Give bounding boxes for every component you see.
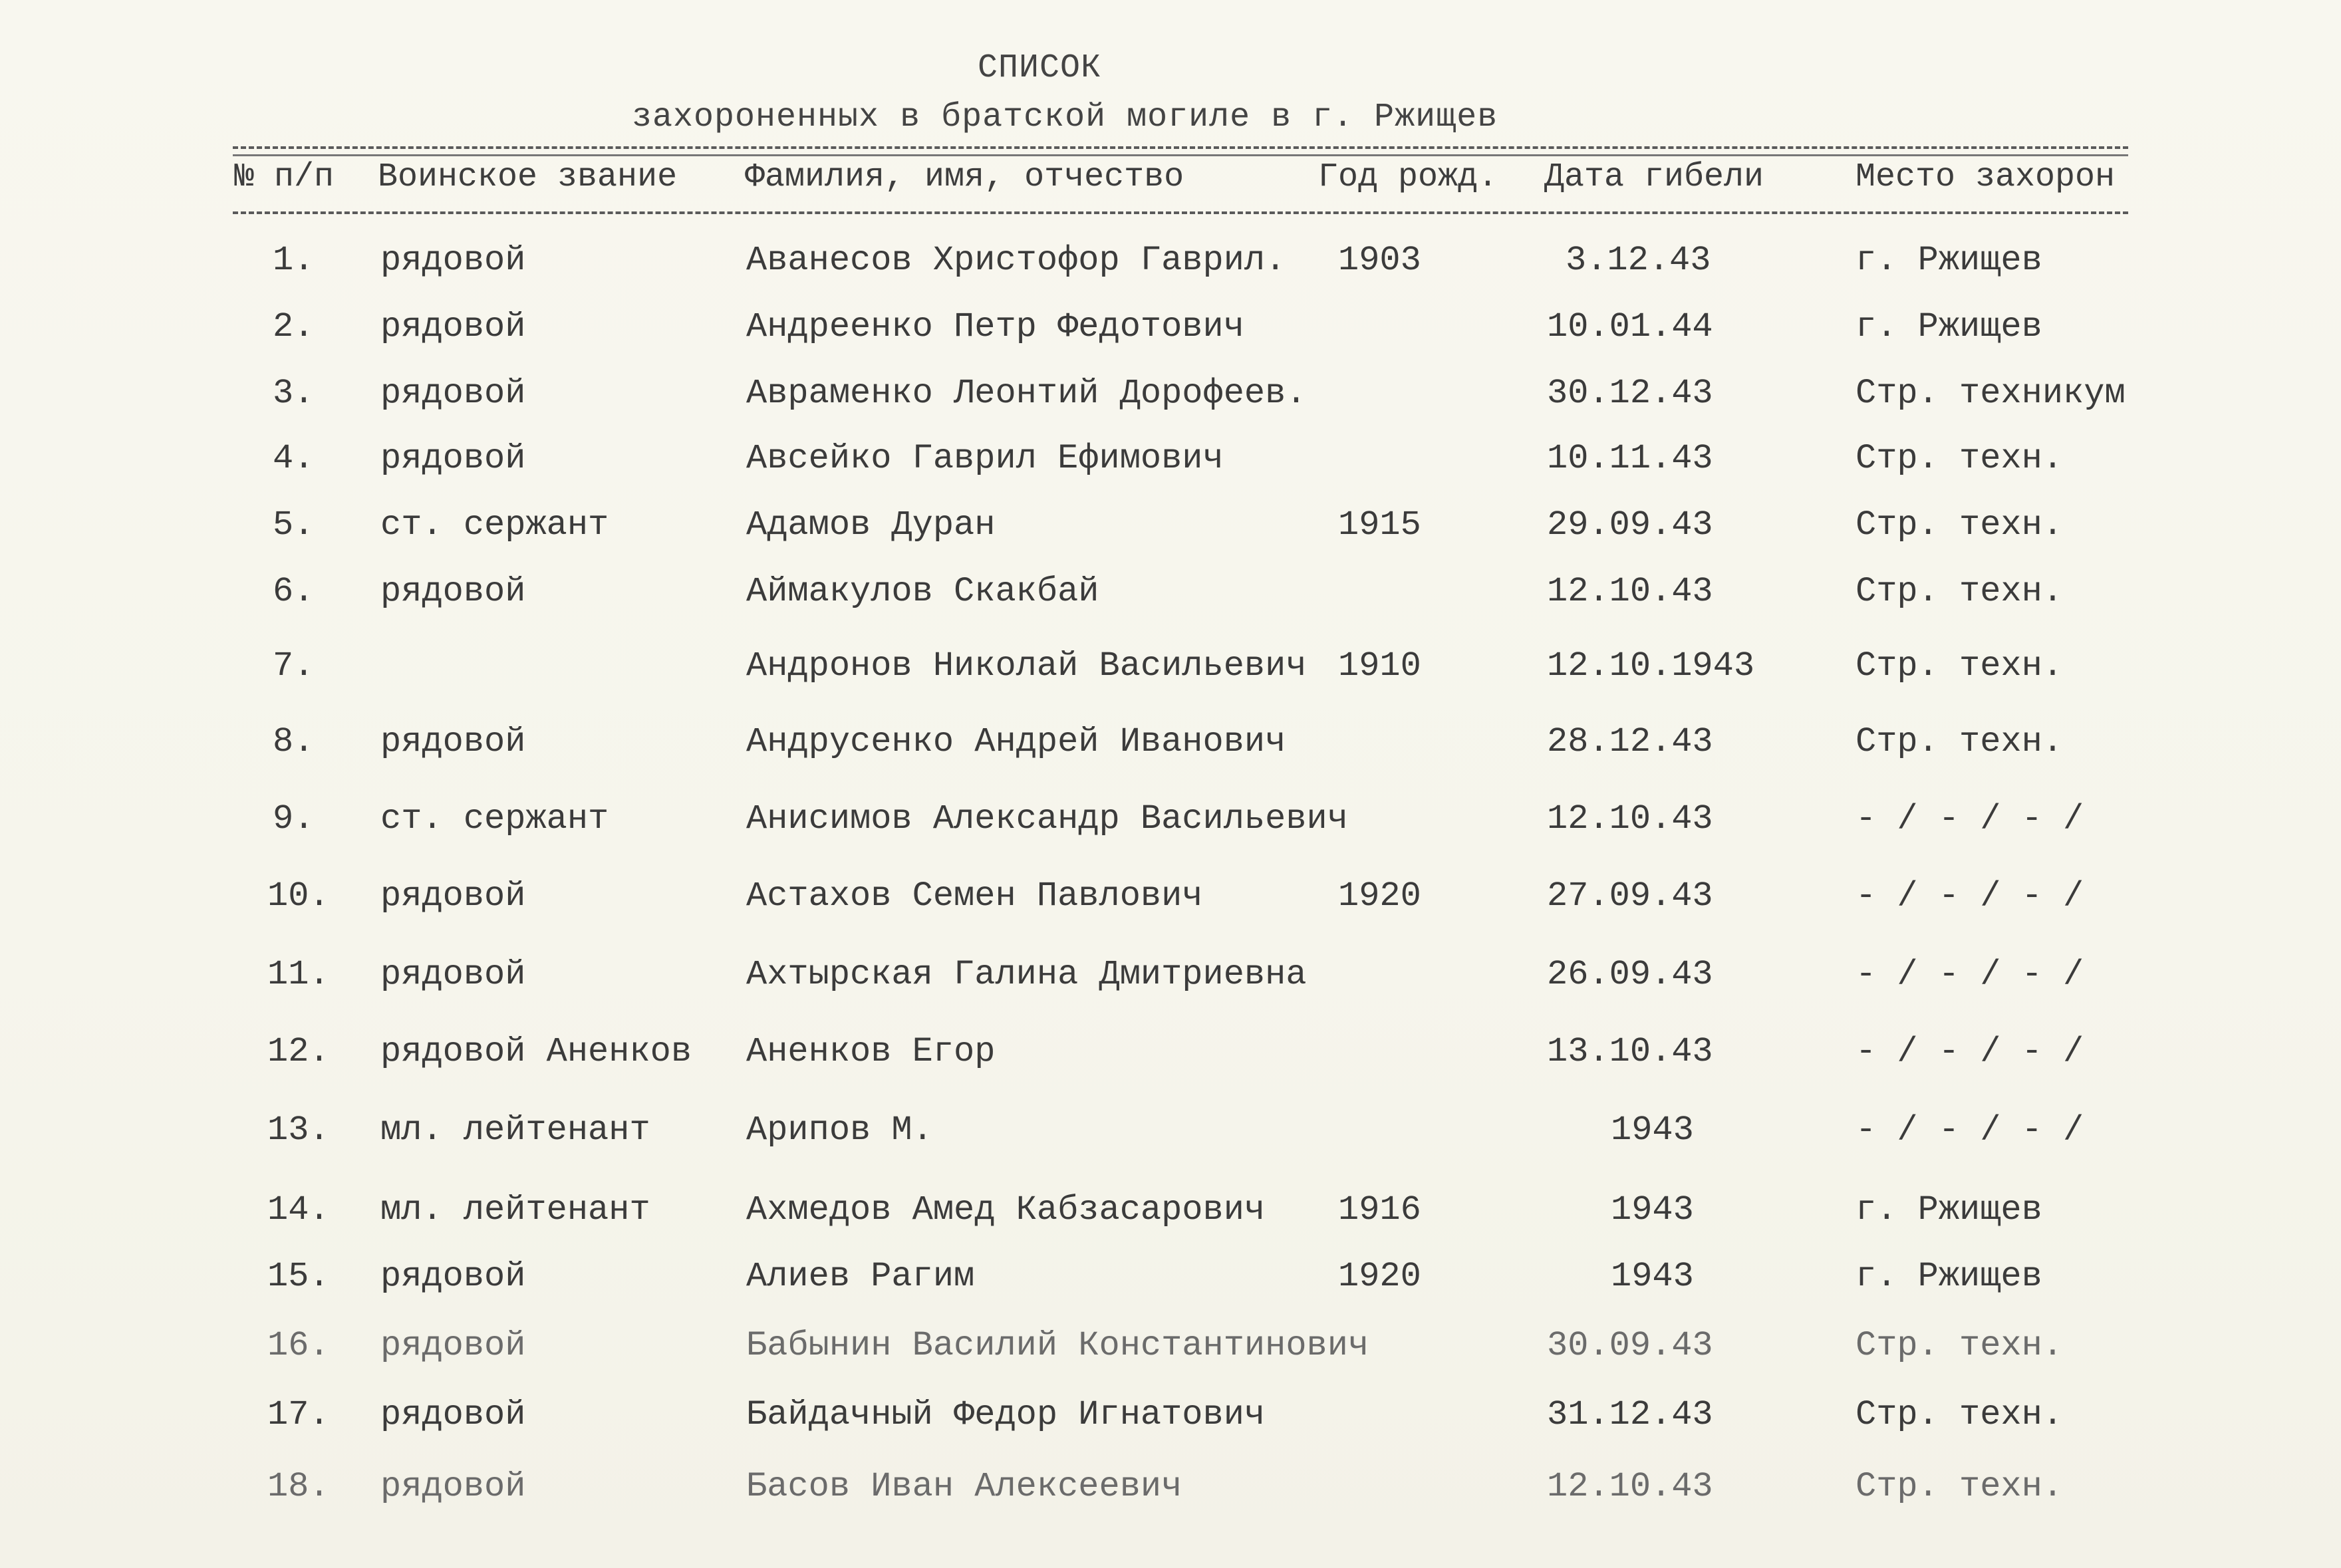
header-death-date: Дата гибели — [1544, 158, 1764, 196]
row-full-name: Адамов Дуран — [746, 505, 996, 545]
row-full-name: Аненков Егор — [746, 1032, 996, 1071]
row-burial-place: - / - / - / — [1856, 1111, 2084, 1150]
row-number: 16. — [267, 1326, 330, 1365]
row-full-name: Аванесов Христофор Гаврил. — [746, 241, 1286, 280]
row-number: 5. — [273, 505, 315, 545]
row-death-date: 30.12.43 — [1547, 374, 1713, 413]
row-death-date: 13.10.43 — [1547, 1032, 1713, 1071]
header-burial-place: Место захорон — [1856, 158, 2116, 196]
row-death-date: 31.12.43 — [1547, 1395, 1713, 1434]
header-rank: Воинское звание — [378, 158, 678, 196]
row-birth-year: 1916 — [1338, 1190, 1421, 1230]
document-title: СПИСОК — [978, 49, 1102, 87]
row-burial-place: г. Ржищев — [1856, 307, 2042, 346]
row-burial-place: Стр. техн. — [1856, 722, 2064, 761]
row-number: 3. — [273, 374, 315, 413]
row-rank: рядовой Аненков — [380, 1032, 692, 1071]
row-death-date: 12.10.43 — [1547, 1467, 1713, 1506]
row-rank: рядовой — [380, 876, 526, 916]
row-full-name: Ахтырская Галина Дмитриевна — [746, 955, 1307, 994]
row-death-date: 10.01.44 — [1547, 307, 1713, 346]
row-full-name: Алиев Рагим — [746, 1257, 975, 1296]
row-rank: ст. сержант — [380, 505, 609, 545]
row-full-name: Арипов М. — [746, 1111, 933, 1150]
row-birth-year: 1915 — [1338, 505, 1421, 545]
row-burial-place: Стр. техн. — [1856, 1326, 2064, 1365]
row-number: 14. — [267, 1190, 330, 1230]
row-number: 8. — [273, 722, 315, 761]
header-rule-top-solid — [233, 154, 2128, 156]
row-burial-place: - / - / - / — [1856, 955, 2084, 994]
row-burial-place: Стр. техн. — [1856, 572, 2064, 611]
row-number: 13. — [267, 1111, 330, 1150]
row-number: 10. — [267, 876, 330, 916]
row-rank: рядовой — [380, 374, 526, 413]
row-number: 12. — [267, 1032, 330, 1071]
row-number: 1. — [273, 241, 315, 280]
row-number: 11. — [267, 955, 330, 994]
row-full-name: Анисимов Александр Васильевич — [746, 799, 1348, 839]
row-burial-place: - / - / - / — [1856, 1032, 2084, 1071]
row-full-name: Андронов Николай Васильевич — [746, 646, 1307, 686]
row-death-date: 27.09.43 — [1547, 876, 1713, 916]
row-full-name: Андреенко Петр Федотович — [746, 307, 1244, 346]
row-full-name: Авсейко Гаврил Ефимович — [746, 439, 1224, 478]
row-rank: рядовой — [380, 572, 526, 611]
header-rule-bottom — [233, 211, 2128, 214]
row-death-date: 12.10.43 — [1547, 572, 1713, 611]
row-full-name: Ахмедов Амед Кабзасарович — [746, 1190, 1266, 1230]
header-name: Фамилия, имя, отчество — [745, 158, 1184, 196]
row-death-date: 29.09.43 — [1547, 505, 1713, 545]
row-death-date: 12.10.43 — [1547, 799, 1713, 839]
row-full-name: Андрусенко Андрей Иванович — [746, 722, 1286, 761]
row-full-name: Астахов Семен Павлович — [746, 876, 1203, 916]
row-rank: мл. лейтенант — [380, 1111, 650, 1150]
row-rank: мл. лейтенант — [380, 1190, 650, 1230]
row-burial-place: г. Ржищев — [1856, 241, 2042, 280]
row-full-name: Авраменко Леонтий Дорофеев. — [746, 374, 1307, 413]
row-rank: рядовой — [380, 722, 526, 761]
row-rank: ст. сержант — [380, 799, 609, 839]
row-number: 15. — [267, 1257, 330, 1296]
row-number: 6. — [273, 572, 315, 611]
row-full-name: Басов Иван Алексеевич — [746, 1467, 1182, 1506]
row-number: 17. — [267, 1395, 330, 1434]
row-number: 9. — [273, 799, 315, 839]
row-rank: рядовой — [380, 241, 526, 280]
row-death-date: 26.09.43 — [1547, 955, 1713, 994]
row-death-date: 30.09.43 — [1547, 1326, 1713, 1365]
row-birth-year: 1910 — [1338, 646, 1421, 686]
row-burial-place: Стр. техн. — [1856, 439, 2064, 478]
row-death-date: 1943 — [1611, 1257, 1694, 1296]
row-full-name: Аймакулов Скакбай — [746, 572, 1099, 611]
row-death-date: 28.12.43 — [1547, 722, 1713, 761]
row-burial-place: Стр. техн. — [1856, 1467, 2064, 1506]
row-burial-place: - / - / - / — [1856, 876, 2084, 916]
row-burial-place: г. Ржищев — [1856, 1257, 2042, 1296]
row-burial-place: г. Ржищев — [1856, 1190, 2042, 1230]
row-number: 18. — [267, 1467, 330, 1506]
header-birth-year: Год рожд. — [1318, 158, 1498, 196]
row-number: 4. — [273, 439, 315, 478]
row-birth-year: 1920 — [1338, 876, 1421, 916]
row-rank: рядовой — [380, 1395, 526, 1434]
row-rank: рядовой — [380, 1326, 526, 1365]
row-rank: рядовой — [380, 307, 526, 346]
row-birth-year: 1903 — [1338, 241, 1421, 280]
document-subtitle: захороненных в братской могиле в г. Ржищев — [632, 98, 1498, 136]
header-rule-top — [233, 146, 2128, 149]
row-burial-place: Стр. техн. — [1856, 505, 2064, 545]
row-burial-place: Стр. техн. — [1856, 646, 2064, 686]
row-rank: рядовой — [380, 439, 526, 478]
header-number: № п/п — [234, 158, 335, 196]
row-death-date: 1943 — [1611, 1111, 1694, 1150]
row-rank: рядовой — [380, 1257, 526, 1296]
row-death-date: 3.12.43 — [1566, 241, 1711, 280]
row-burial-place: Стр. техн. — [1856, 1395, 2064, 1434]
row-full-name: Бабынин Василий Константинович — [746, 1326, 1369, 1365]
row-death-date: 10.11.43 — [1547, 439, 1713, 478]
row-death-date: 1943 — [1611, 1190, 1694, 1230]
row-rank: рядовой — [380, 1467, 526, 1506]
row-burial-place: - / - / - / — [1856, 799, 2084, 839]
row-birth-year: 1920 — [1338, 1257, 1421, 1296]
row-full-name: Байдачный Федор Игнатович — [746, 1395, 1266, 1434]
row-number: 2. — [273, 307, 315, 346]
row-burial-place: Стр. техникум — [1856, 374, 2126, 413]
row-death-date: 12.10.1943 — [1547, 646, 1755, 686]
row-number: 7. — [273, 646, 315, 686]
row-rank: рядовой — [380, 955, 526, 994]
